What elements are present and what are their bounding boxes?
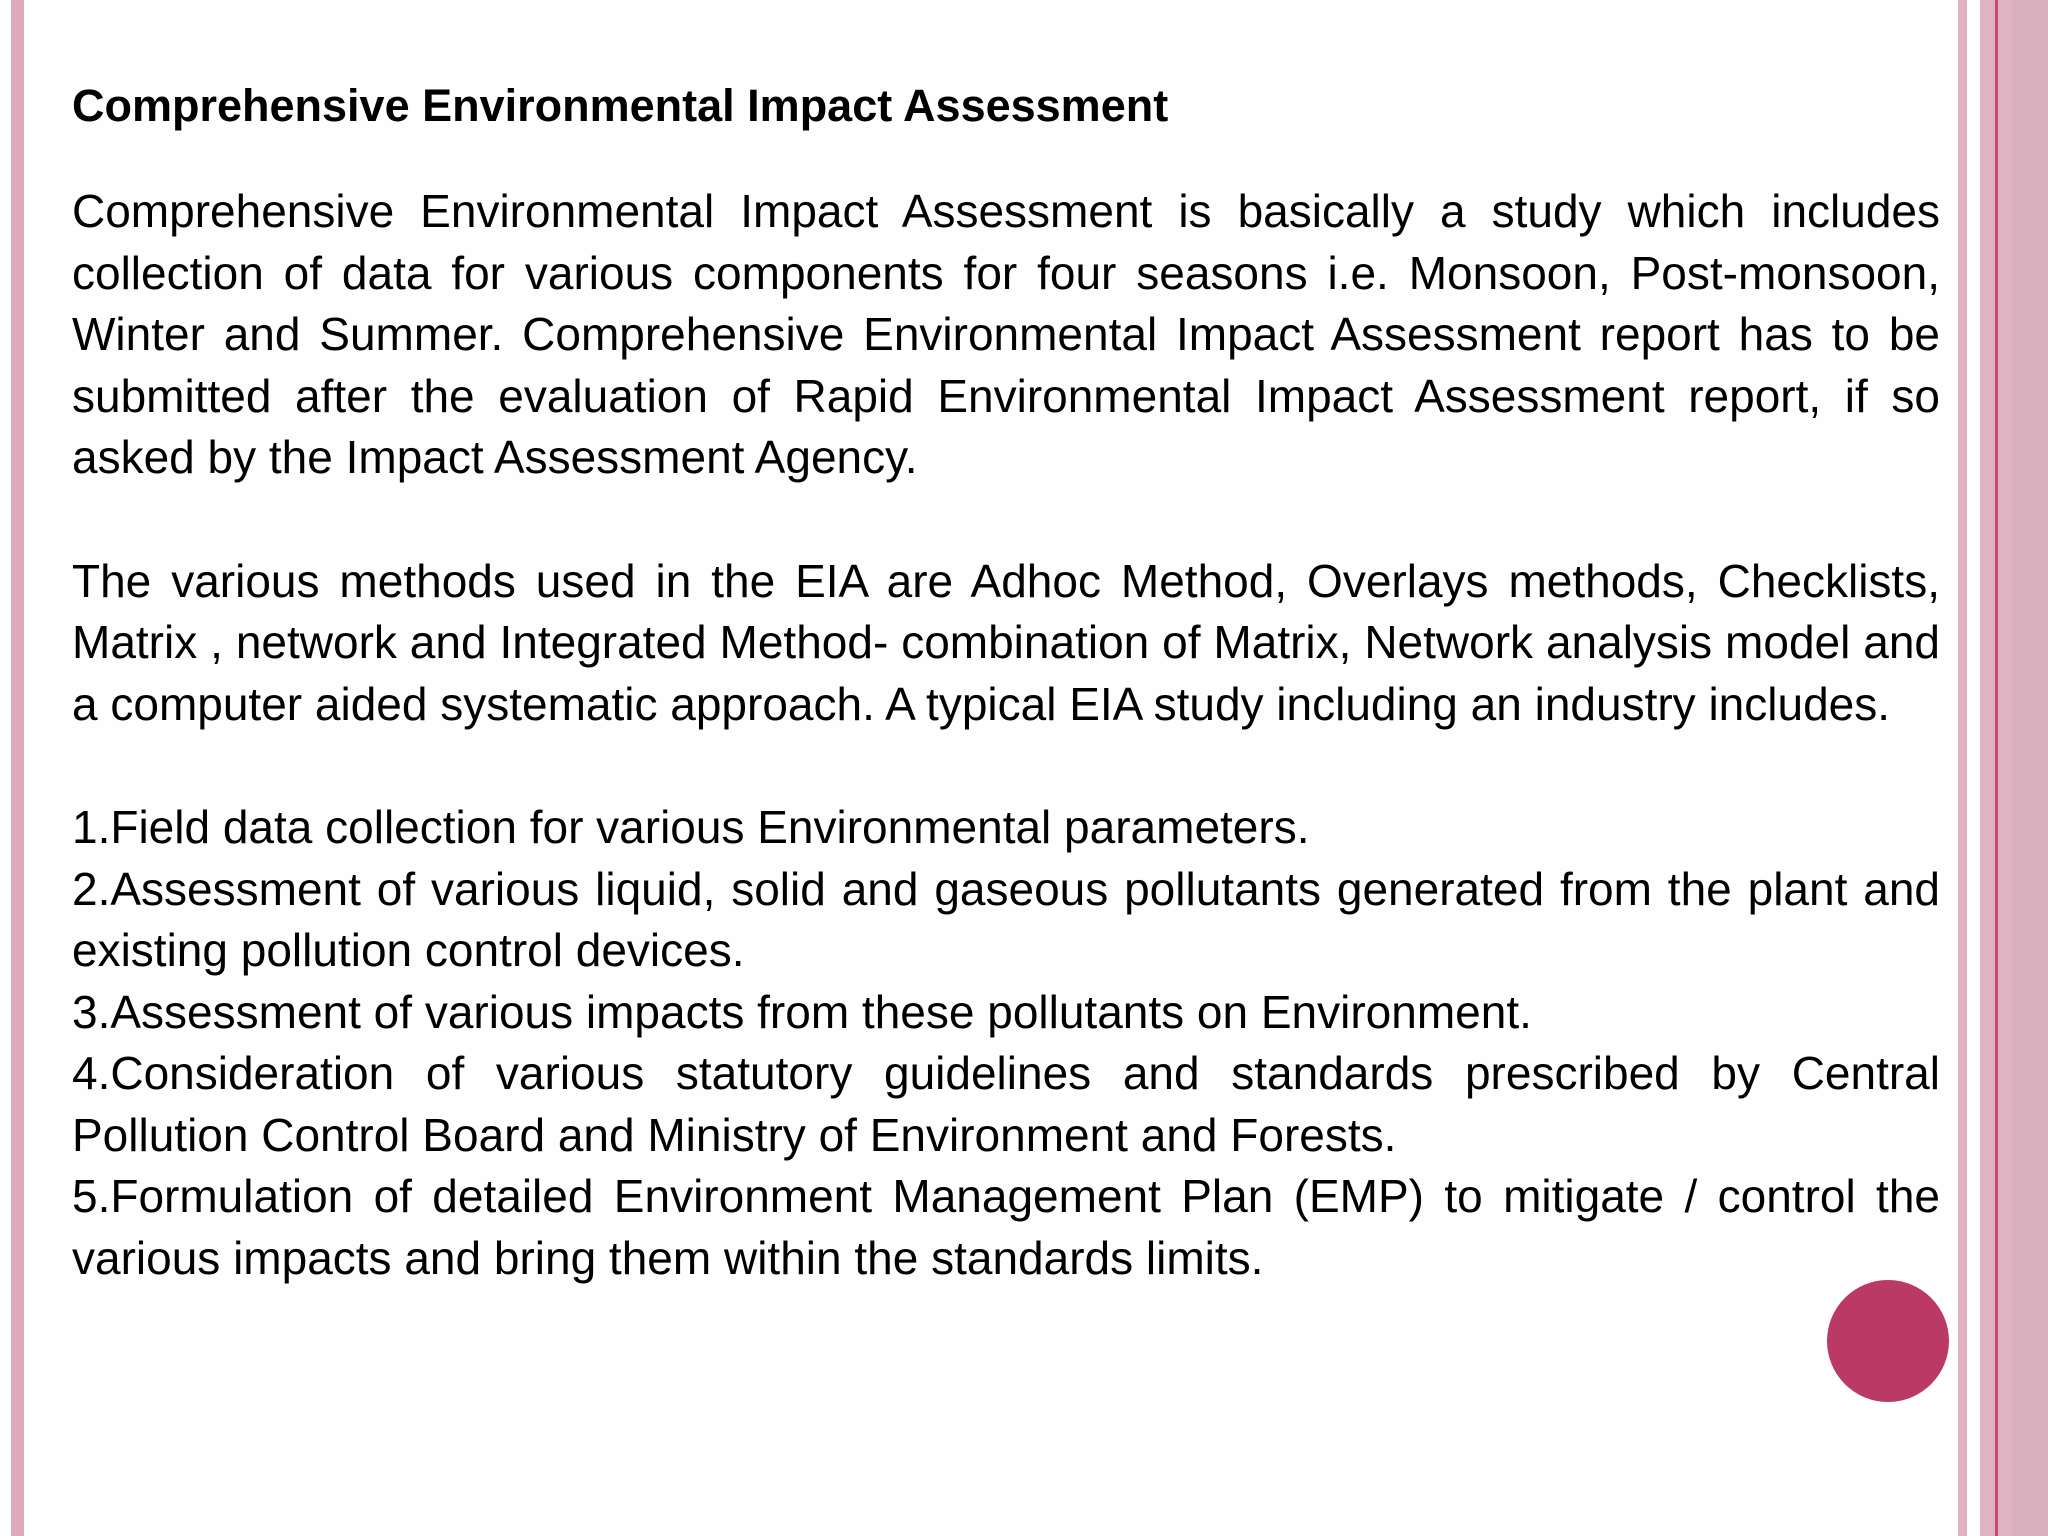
list-item: 1.Field data collection for various Environmental parameters. [72, 801, 1310, 853]
methods-paragraph: The various methods used in the EIA are Adhoc Method, Overlays methods, Checklists, Matrix , network and Integrated Method- combination of Matrix, Network analysis model and a computer aided systematic approach. A typical EIA study including an industry includes. [72, 554, 1940, 730]
decorative-circle-icon [1827, 1280, 1949, 1402]
eia-steps-list [72, 797, 1940, 1289]
list-item: 2.Assessment of various liquid, solid and gaseous pollutants generated from the plant and existing pollution control devices. [72, 862, 1940, 976]
list-item: 5.Formulation of detailed Environment Management Plan (EMP) to mitigate / control the various impacts and bring them within the standards limits. [72, 1170, 1940, 1284]
right-border-shade-stripe [2012, 0, 2048, 1536]
list-item: 3.Assessment of various impacts from these pollutants on Environment. [72, 985, 1532, 1038]
intro-paragraph: Comprehensive Environmental Impact Assessment is basically a study which includes collection of data for various components for four seasons i.e. Monsoon, Post-monsoon, Winter and Summer. Comprehensive Environmental Impact Assessment report has to be submitted after the evaluation of Rapid Environmental Impact Assessment report, if so asked by the Impact Assessment Agency. [72, 185, 1940, 483]
slide-content [72, 78, 1940, 1289]
right-border-thin-stripe [1958, 0, 1967, 1536]
right-border-accent-line [1995, 0, 1998, 1536]
list-item: 4.Consideration of various statutory guidelines and standards prescribed by Central Pollution Control Board and Ministry of Environment and Forests. [72, 1047, 1940, 1161]
slide-title: Comprehensive Environmental Impact Assessment [72, 80, 1169, 131]
left-border-stripe [11, 0, 24, 1536]
